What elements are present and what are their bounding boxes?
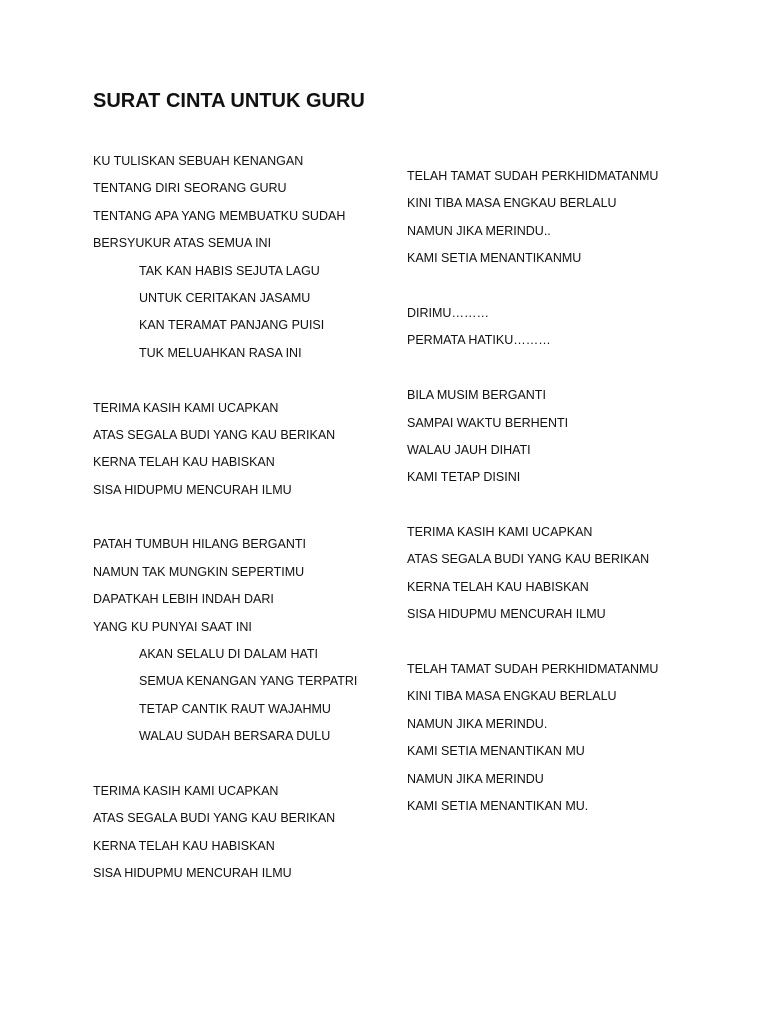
- poem-line: SISA HIDUPMU MENCURAH ILMU: [407, 607, 606, 622]
- poem-line: KAN TERAMAT PANJANG PUISI: [139, 318, 325, 333]
- poem-line: PERMATA HATIKU………: [407, 333, 551, 348]
- poem-line: DIRIMU………: [407, 305, 489, 320]
- poem-line: TENTANG DIRI SEORANG GURU: [93, 181, 287, 196]
- poem-line: KINI TIBA MASA ENGKAU BERLALU: [407, 196, 617, 211]
- poem-line: KERNA TELAH KAU HABISKAN: [93, 455, 275, 470]
- poem-line: TENTANG APA YANG MEMBUATKU SUDAH: [93, 208, 346, 223]
- poem-line: TETAP CANTIK RAUT WAJAHMU: [139, 701, 331, 716]
- poem-line: SAMPAI WAKTU BERHENTI: [407, 415, 569, 430]
- poem-line: KAMI SETIA MENANTIKAN MU.: [407, 798, 589, 813]
- poem-line: KAMI TETAP DISINI: [407, 470, 521, 485]
- stanza-break: [93, 755, 393, 782]
- page-title: SURAT CINTA UNTUK GURU: [93, 90, 365, 112]
- poem-line: YANG KU PUNYAI SAAT INI: [93, 619, 252, 634]
- stanza-break: [407, 359, 707, 386]
- poem-line: UNTUK CERITAKAN JASAMU: [139, 290, 311, 305]
- stanza-break: [407, 277, 707, 304]
- poem-line: TERIMA KASIH KAMI UCAPKAN: [93, 400, 279, 415]
- poem-line: BERSYUKUR ATAS SEMUA INI: [93, 236, 272, 251]
- poem-line: TERIMA KASIH KAMI UCAPKAN: [93, 783, 279, 798]
- poem-line: SISA HIDUPMU MENCURAH ILMU: [93, 482, 292, 497]
- poem-line: TUK MELUAHKAN RASA INI: [139, 345, 302, 360]
- poem-line: KERNA TELAH KAU HABISKAN: [93, 838, 275, 853]
- poem-left-column: [93, 152, 393, 892]
- poem-right-column: [407, 167, 707, 824]
- stanza-break: [407, 496, 707, 523]
- poem-line: PATAH TUMBUH HILANG BERGANTI: [93, 537, 306, 552]
- stanza-break: [93, 508, 393, 535]
- poem-line: ATAS SEGALA BUDI YANG KAU BERIKAN: [93, 427, 336, 442]
- poem-line: BILA MUSIM BERGANTI: [407, 388, 546, 403]
- poem-line: KAMI SETIA MENANTIKAN MU: [407, 744, 585, 759]
- poem-line: TERIMA KASIH KAMI UCAPKAN: [407, 525, 593, 540]
- poem-line: NAMUN JIKA MERINDU..: [407, 223, 551, 238]
- poem-line: NAMUN TAK MUNGKIN SEPERTIMU: [93, 564, 305, 579]
- poem-line: KU TULISKAN SEBUAH KENANGAN: [93, 154, 304, 168]
- stanza-break: [93, 371, 393, 398]
- poem-line: ATAS SEGALA BUDI YANG KAU BERIKAN: [93, 811, 336, 826]
- poem-line: NAMUN JIKA MERINDU: [407, 771, 544, 786]
- poem-line: SISA HIDUPMU MENCURAH ILMU: [93, 866, 292, 881]
- poem-line: NAMUN JIKA MERINDU.: [407, 716, 548, 731]
- poem-line: WALAU JAUH DIHATI: [407, 442, 531, 457]
- poem-line: KERNA TELAH KAU HABISKAN: [407, 579, 589, 594]
- poem-line: WALAU SUDAH BERSARA DULU: [139, 729, 331, 744]
- poem-line: TELAH TAMAT SUDAH PERKHIDMATANMU: [407, 169, 659, 183]
- poem-line: TELAH TAMAT SUDAH PERKHIDMATANMU: [407, 662, 659, 677]
- poem-line: ATAS SEGALA BUDI YANG KAU BERIKAN: [407, 552, 650, 567]
- stanza-break: [407, 633, 707, 660]
- poem-line: KAMI SETIA MENANTIKANMU: [407, 251, 582, 266]
- poem-line: DAPATKAH LEBIH INDAH DARI: [93, 592, 274, 607]
- poem-line: TAK KAN HABIS SEJUTA LAGU: [139, 263, 320, 278]
- poem-line: AKAN SELALU DI DALAM HATI: [139, 647, 318, 662]
- poem-line: KINI TIBA MASA ENGKAU BERLALU: [407, 689, 617, 704]
- poem-line: SEMUA KENANGAN YANG TERPATRI: [139, 674, 358, 689]
